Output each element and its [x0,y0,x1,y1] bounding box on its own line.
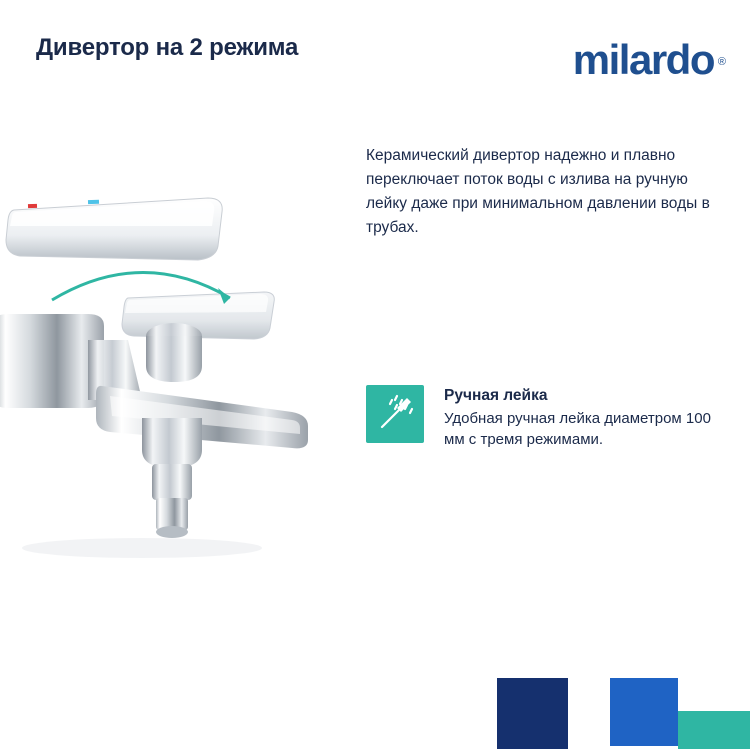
brand-logo-wordmark [572,36,726,83]
feature-block [366,385,722,450]
shower-head-icon [366,385,424,443]
description-text: Керамический дивертор надежно и плавно переключает поток воды с излива на ручную лейку даже при минимальном давлении воды в трубах. [366,147,710,236]
feature-text-group [444,385,722,450]
decor-square-teal [678,711,750,749]
decor-square-dark-blue [497,678,568,749]
brand-logo-text: milardo [572,36,714,83]
feature-description: Удобная ручная лейка диаметром 100 мм с тремя режимами. [444,410,711,448]
brand-logo [572,36,726,83]
feature-title: Ручная лейка [444,387,548,404]
registered-trademark-icon: ® [717,56,726,68]
product-image [0,150,352,570]
decor-square-blue [610,678,678,746]
page-title: Дивертор на 2 режима [36,34,299,61]
